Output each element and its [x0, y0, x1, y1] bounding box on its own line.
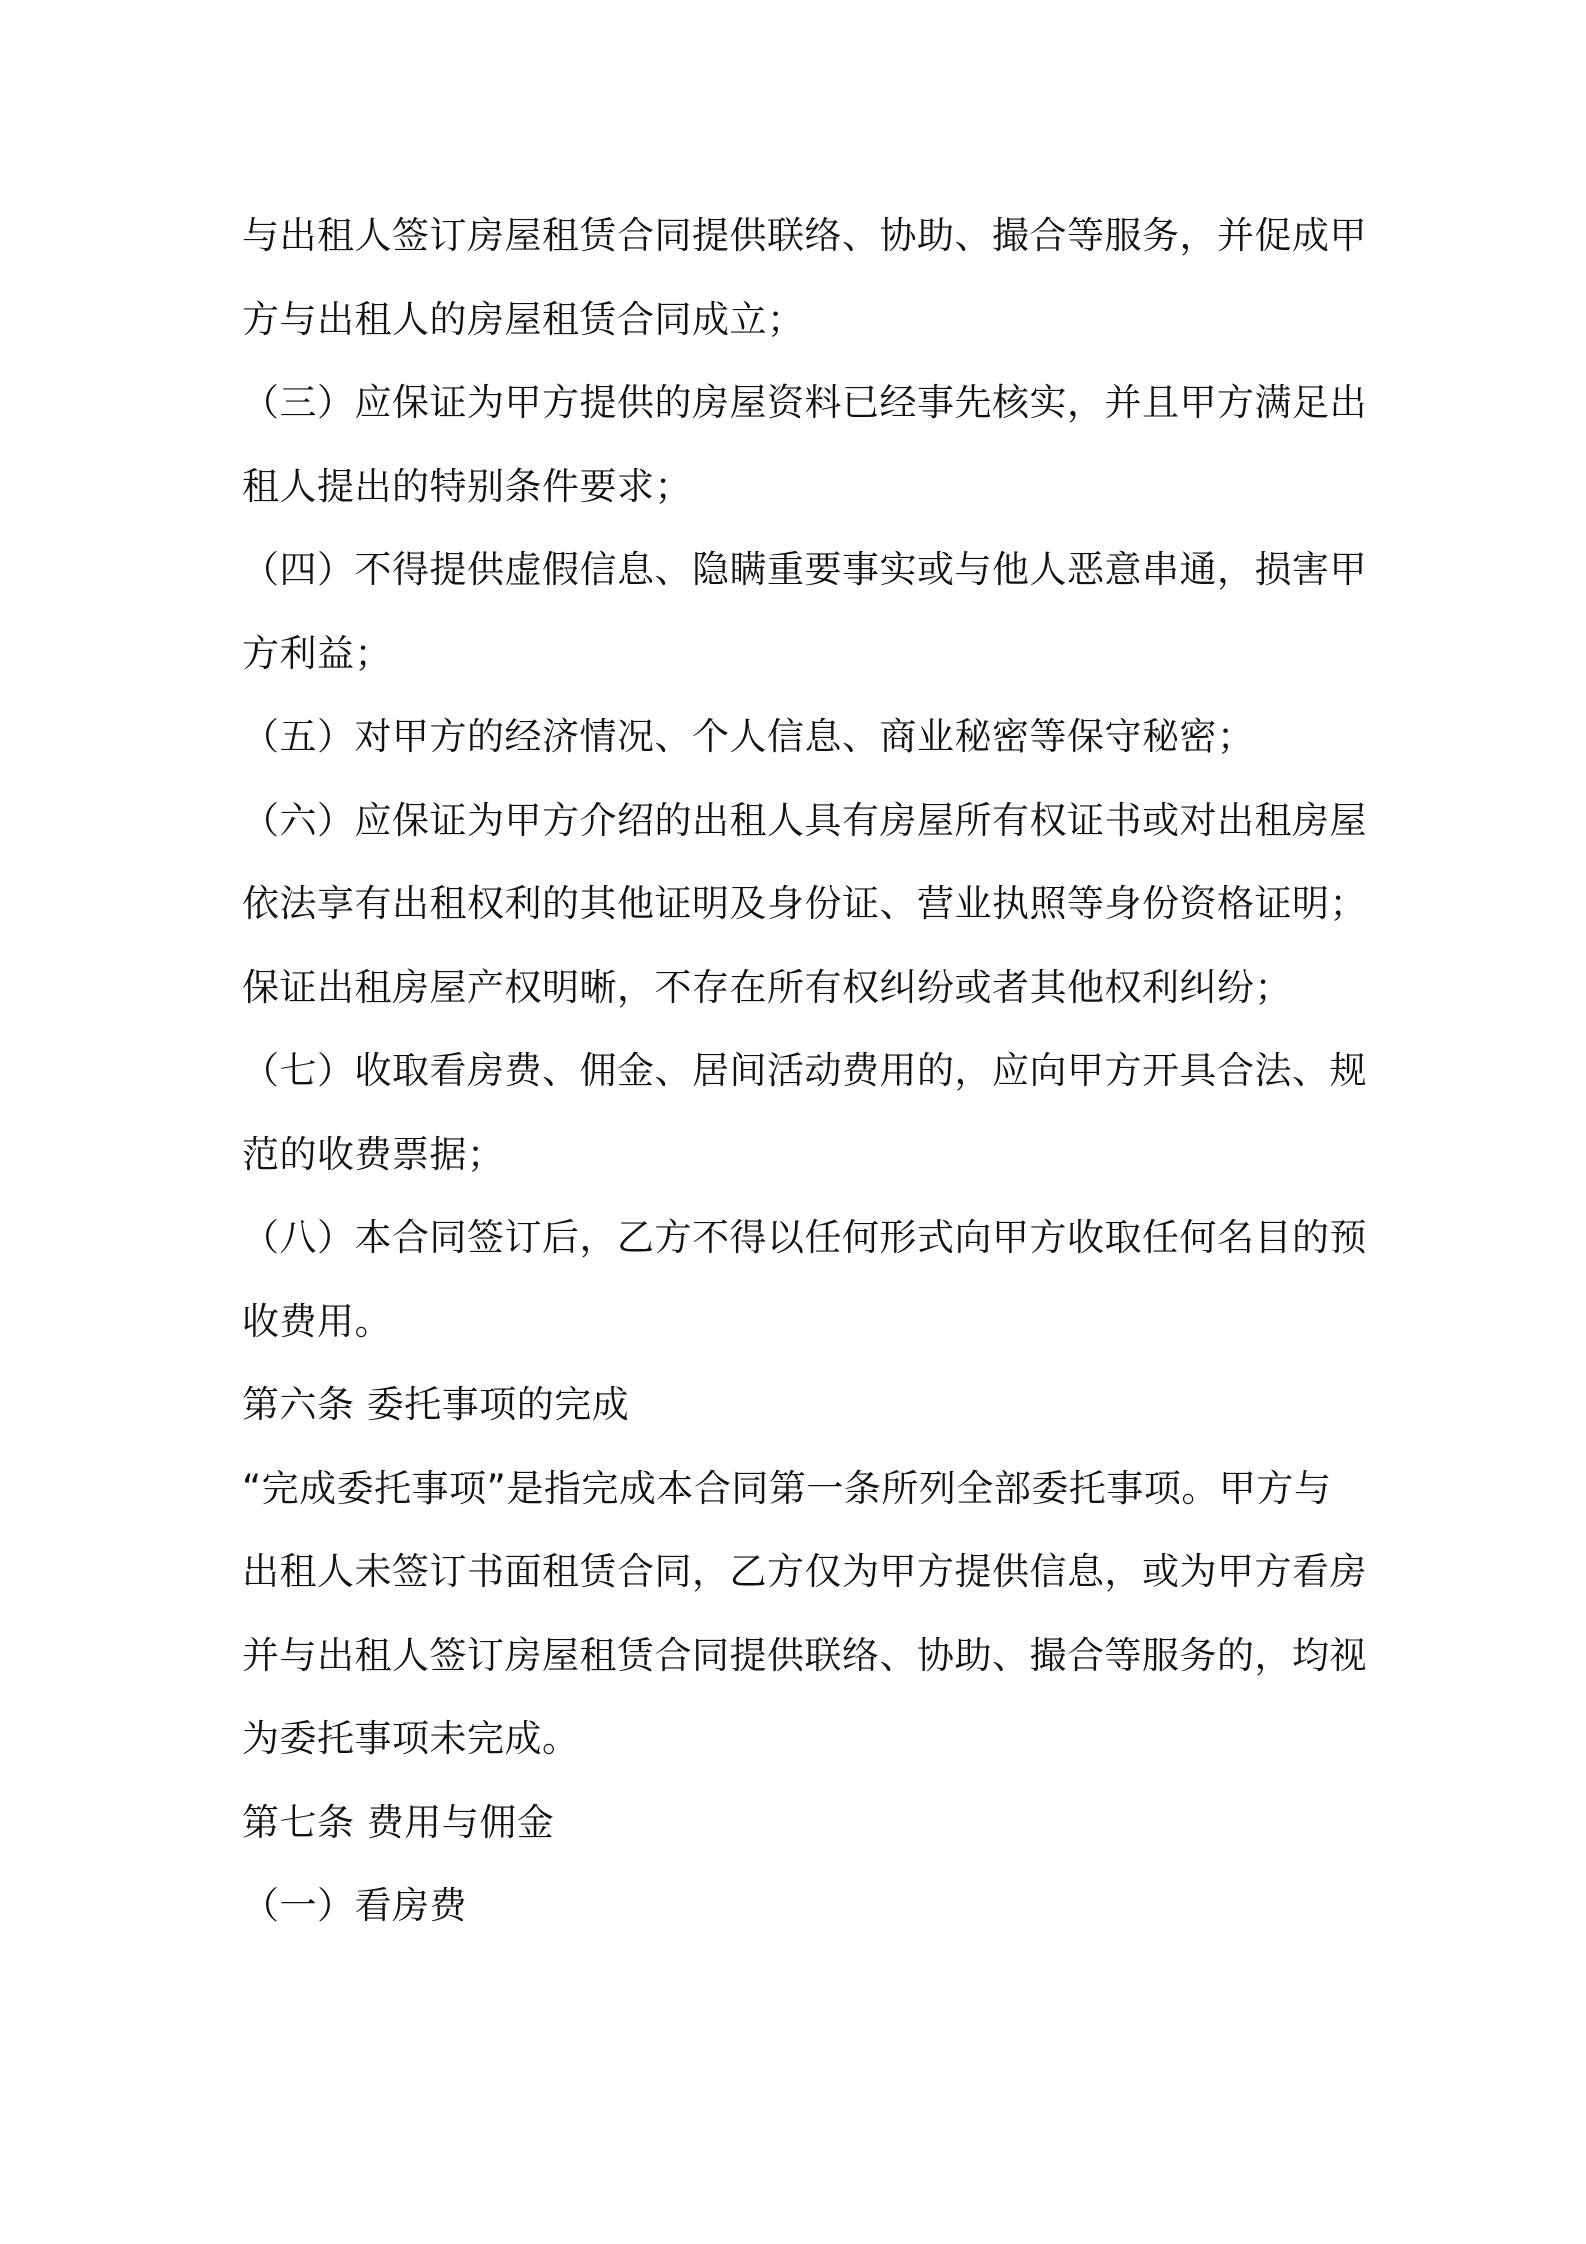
article-7-heading: 第七条 费用与佣金: [242, 1800, 555, 1844]
text-line: 并与出租人签订房屋租赁合同提供联络、协助、撮合等服务的，均视: [242, 1633, 1367, 1677]
text-line: 范的收费票据；: [242, 1132, 505, 1176]
text-line: 与出租人签订房屋租赁合同提供联络、协助、撮合等服务，并促成甲: [242, 214, 1367, 257]
clause-item-6: （六）应保证为甲方介绍的出租人具有房屋所有权证书或对出租房屋: [242, 798, 1367, 842]
text-line: 租人提出的特别条件要求；: [242, 464, 692, 508]
text-line: 为委托事项未完成。: [242, 1717, 580, 1760]
document-body: [242, 194, 1367, 1948]
article-6-heading: 第六条 委托事项的完成: [242, 1383, 630, 1426]
clause-item-8: （八）本合同签订后，乙方不得以任何形式向甲方收取任何名目的预: [242, 1216, 1367, 1259]
text-line: 保证出租房屋产权明晰，不存在所有权纠纷或者其他权利纠纷；: [242, 965, 1292, 1009]
text-line: 收费用。: [242, 1299, 392, 1343]
clause-item-1: （一）看房费: [242, 1884, 467, 1927]
text-line: 出租人未签订书面租赁合同，乙方仅为甲方提供信息，或为甲方看房: [242, 1550, 1367, 1593]
text-line: 方利益；: [242, 631, 392, 675]
text-line: 方与出租人的房屋租赁合同成立；: [242, 297, 805, 341]
clause-item-4: （四）不得提供虚假信息、隐瞒重要事实或与他人恶意串通，损害甲: [242, 548, 1367, 591]
clause-item-5: （五）对甲方的经济情况、个人信息、商业秘密等保守秘密；: [242, 715, 1255, 758]
clause-item-7: （七）收取看房费、佣金、居间活动费用的，应向甲方开具合法、规: [242, 1049, 1367, 1092]
text-line: “完成委托事项”是指完成本合同第一条所列全部委托事项。甲方与: [242, 1466, 1332, 1510]
text-line: 依法享有出租权利的其他证明及身份证、营业执照等身份资格证明；: [242, 882, 1367, 925]
clause-item-3: （三）应保证为甲方提供的房屋资料已经事先核实，并且甲方满足出: [242, 381, 1367, 424]
